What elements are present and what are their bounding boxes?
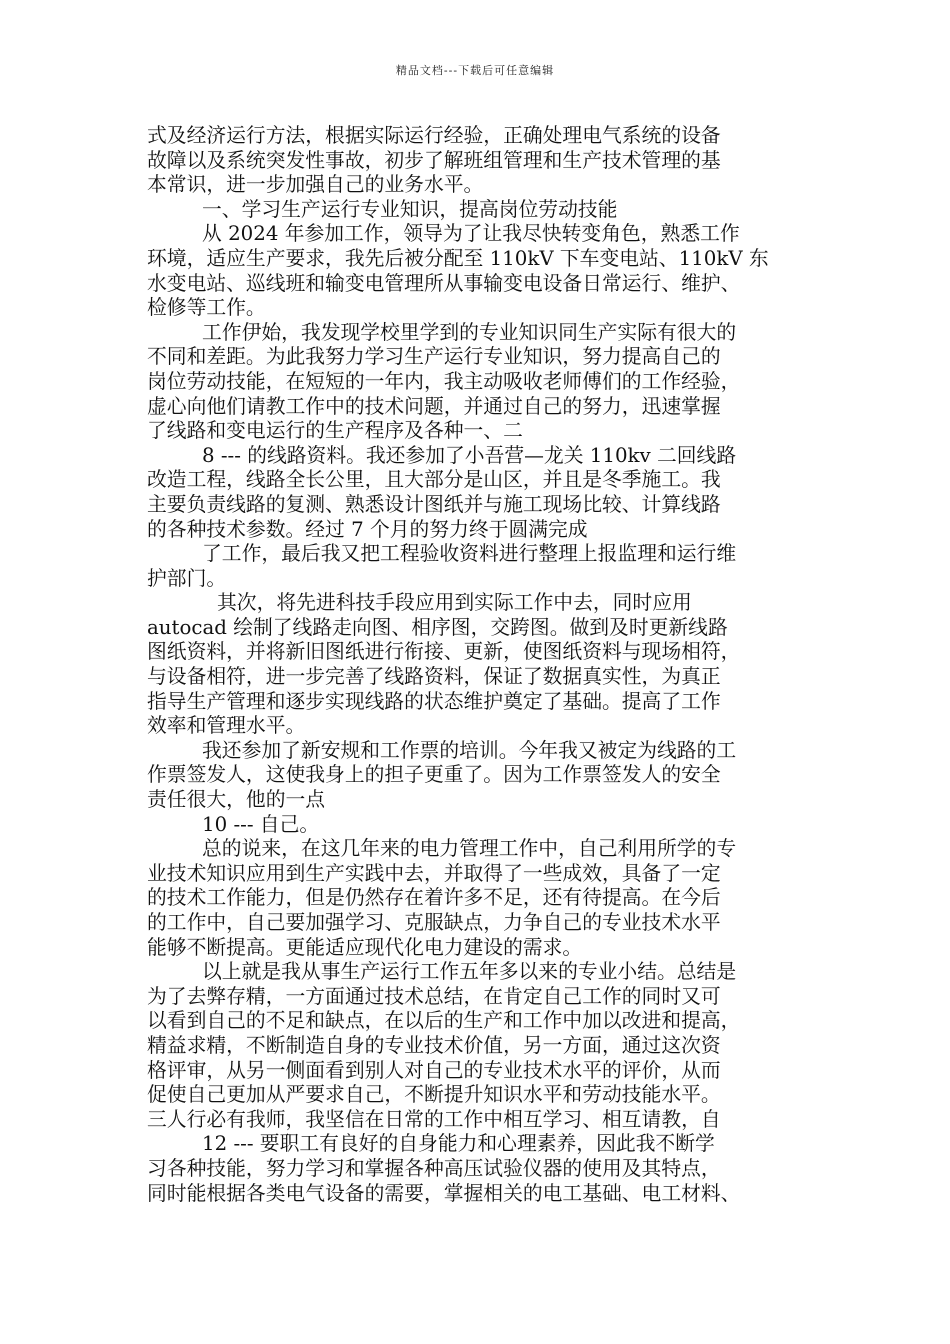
text-line: 以上就是我从事生产运行工作五年多以来的专业小结。总结是 (202, 960, 737, 984)
document-body (147, 124, 817, 1206)
text-line: 改造工程，线路全长公里，且大部分是山区，并且是冬季施工。我 (147, 468, 721, 492)
text-line: 一、学习生产运行专业知识，提高岗位劳动技能 (202, 197, 618, 221)
text-line: 12 --- 要职工有良好的自身能力和心理素养，因此我不断学 (202, 1132, 715, 1156)
text-line: 岗位劳动技能，在短短的一年内，我主动吸收老师傅们的工作经验， (147, 369, 741, 393)
text-line: 主要负责线路的复测、熟悉设计图纸并与施工现场比较、计算线路 (147, 492, 721, 516)
text-line: 式及经济运行方法，根据实际运行经验，正确处理电气系统的设备 (147, 124, 721, 147)
text-line: 同时能根据各类电气设备的需要，掌握相关的电工基础、电工材料、 (147, 1181, 741, 1205)
text-line: 本常识，进一步加强自己的业务水平。 (147, 173, 484, 197)
text-line: 检修等工作。 (147, 296, 266, 320)
text-line: 为了去弊存精，一方面通过技术总结，在肯定自己工作的同时又可 (147, 984, 721, 1008)
text-line: 效率和管理水平。 (147, 714, 306, 738)
text-line: 了工作，最后我又把工程验收资料进行整理上报监理和运行维 (202, 542, 737, 566)
text-line: 其次，将先进科技手段应用到实际工作中去，同时应用 (217, 591, 692, 615)
text-line: 总的说来，在这几年来的电力管理工作中，自己利用所学的专 (202, 837, 737, 861)
text-line: 的工作中，自己要加强学习、克服缺点，力争自己的专业技术水平 (147, 911, 721, 934)
text-line: 10 --- 自己。 (202, 812, 320, 836)
text-line: 以看到自己的不足和缺点，在以后的生产和工作中加以改进和提高， (147, 1009, 741, 1033)
page-header: 精品文档---下载后可任意编辑 (395, 64, 555, 77)
text-line: autocad 绘制了线路走向图、相序图，交跨图。做到及时更新线路 (147, 615, 728, 639)
text-line: 格评审，从另一侧面看到别人对自己的专业技术水平的评价，从而 (147, 1058, 721, 1082)
text-line: 促使自己更加从严要求自己，不断提升知识水平和劳动技能水平。 (147, 1083, 721, 1107)
text-line: 与设备相符，进一步完善了线路资料，保证了数据真实性，为真正 (147, 665, 721, 689)
text-line: 精益求精，不断制造自身的专业技术价值，另一方面，通过这次资 (147, 1033, 721, 1057)
text-line: 习各种技能，努力学习和掌握各种高压试验仪器的使用及其特点， (147, 1156, 721, 1180)
text-line: 能够不断提高。更能适应现代化电力建设的需求。 (147, 935, 583, 959)
text-line: 图纸资料，并将新旧图纸进行衔接、更新，使图纸资料与现场相符， (147, 640, 741, 664)
text-line: 虚心向他们请教工作中的技术问题，并通过自己的努力，迅速掌握 (147, 394, 721, 418)
text-line: 业技术知识应用到生产实践中去，并取得了一些成效，具备了一定 (147, 861, 721, 885)
text-line: 护部门。 (147, 566, 227, 590)
text-line: 水变电站、巡线班和输变电管理所从事输变电设备日常运行、维护、 (147, 271, 741, 295)
text-line: 指导生产管理和逐步实现线路的状态维护奠定了基础。提高了工作 (147, 689, 721, 713)
text-line: 我还参加了新安规和工作票的培训。今年我又被定为线路的工 (202, 738, 737, 762)
text-line: 的各种技术参数。经过 7 个月的努力终于圆满完成 (147, 517, 588, 541)
text-line: 作票签发人，这使我身上的担子更重了。因为工作票签发人的安全 (147, 763, 721, 787)
text-line: 环境，适应生产要求，我先后被分配至 110kV 下车变电站、110kV 东 (147, 246, 769, 270)
text-line: 工作伊始，我发现学校里学到的专业知识同生产实际有很大的 (202, 320, 737, 344)
text-line: 的技术工作能力，但是仍然存在着许多不足，还有待提高。在今后 (147, 886, 721, 910)
text-line: 从 2024 年参加工作，领导为了让我尽快转变角色，熟悉工作 (202, 222, 740, 246)
text-line: 故障以及系统突发性事故，初步了解班组管理和生产技术管理的基 (147, 148, 721, 172)
text-line: 了线路和变电运行的生产程序及各种一、二 (147, 419, 523, 443)
text-line: 责任很大，他的一点 (147, 788, 326, 812)
text-line: 8 --- 的线路资料。我还参加了小吾营—龙关 110kv 二回线路 (202, 443, 737, 467)
text-line: 不同和差距。为此我努力学习生产运行专业知识，努力提高自己的 (147, 345, 721, 369)
text-line: 三人行必有我师，我坚信在日常的工作中相互学习、相互请教，自 (147, 1107, 721, 1131)
